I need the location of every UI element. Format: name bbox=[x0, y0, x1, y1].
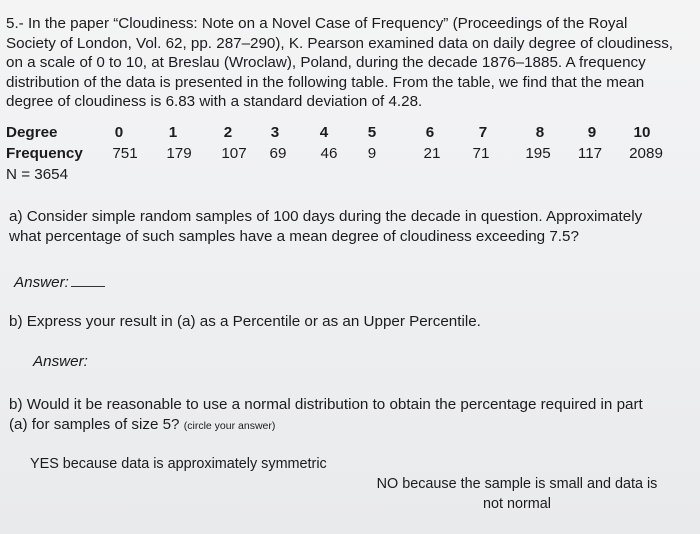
degree-cell: 5 bbox=[367, 124, 377, 141]
frequency-cell: 195 bbox=[525, 145, 551, 162]
question-a: a) Consider simple random samples of 100 days during the decade in question. Approximately what percentage of such samples have a mean degree of cloudiness exceeding 7.5? bbox=[9, 208, 643, 245]
frequency-row bbox=[6, 143, 686, 164]
frequency-cell: 179 bbox=[166, 145, 192, 162]
degree-label: Degree bbox=[6, 124, 58, 141]
degree-cell: 2 bbox=[223, 124, 233, 141]
frequency-cell: 69 bbox=[269, 145, 287, 162]
frequency-cell: 9 bbox=[367, 145, 377, 162]
degree-cell: 8 bbox=[535, 124, 545, 141]
question-b-percentile: b) Express your result in (a) as a Percentile or as an Upper Percentile. bbox=[9, 313, 481, 330]
frequency-cell: 71 bbox=[472, 145, 490, 162]
degree-cell: 9 bbox=[587, 124, 597, 141]
question-b-normal-text: b) Would it be reasonable to use a normal distribution to obtain the percentage required in part (a) for samples of size 5? bbox=[9, 396, 643, 433]
degree-cell: 7 bbox=[478, 124, 488, 141]
problem-intro bbox=[6, 14, 674, 112]
frequency-cell: 117 bbox=[577, 145, 603, 162]
answer-b-label: Answer: bbox=[33, 353, 88, 370]
answer-a bbox=[14, 272, 105, 291]
frequency-cell: 46 bbox=[320, 145, 338, 162]
frequency-table bbox=[6, 122, 686, 185]
degree-cell: 1 bbox=[168, 124, 178, 141]
option-yes[interactable]: YES because data is approximately symmetric bbox=[30, 456, 327, 472]
frequency-cell: 107 bbox=[221, 145, 247, 162]
frequency-cell: 751 bbox=[112, 145, 138, 162]
degree-cell: 4 bbox=[319, 124, 329, 141]
degree-row bbox=[6, 122, 686, 143]
problem-intro-text: 5.- In the paper “Cloudiness: Note on a Novel Case of Frequency” (Proceedings of the Royal Society of London, Vol. 62, pp. 287–290), K. Pearson examined data on daily degree of cloudiness, on a scale of 0 to 10, at Breslau (Wroclaw), Poland, during the decade 1876–1885. A frequency distribution of the data is presented in the following table. From the table, we find that the mean degree of cloudiness is 6.83 with a standard deviation of 4.28. bbox=[6, 15, 674, 111]
degree-cell: 10 bbox=[633, 124, 651, 141]
question-b-normal bbox=[9, 395, 659, 436]
frequency-cell: 21 bbox=[423, 145, 441, 162]
option-no[interactable]: NO because the sample is small and data is not normal bbox=[376, 476, 658, 512]
frequency-cell: 2089 bbox=[629, 145, 663, 162]
circle-note: (circle your answer) bbox=[183, 420, 276, 432]
frequency-label: Frequency bbox=[6, 145, 83, 162]
sample-size-line: N = 3654 bbox=[6, 166, 69, 183]
degree-cell: 3 bbox=[270, 124, 280, 141]
degree-cell: 6 bbox=[425, 124, 435, 141]
degree-cell: 0 bbox=[114, 124, 124, 141]
answer-label: Answer: bbox=[14, 274, 69, 291]
answer-blank[interactable] bbox=[71, 272, 105, 287]
